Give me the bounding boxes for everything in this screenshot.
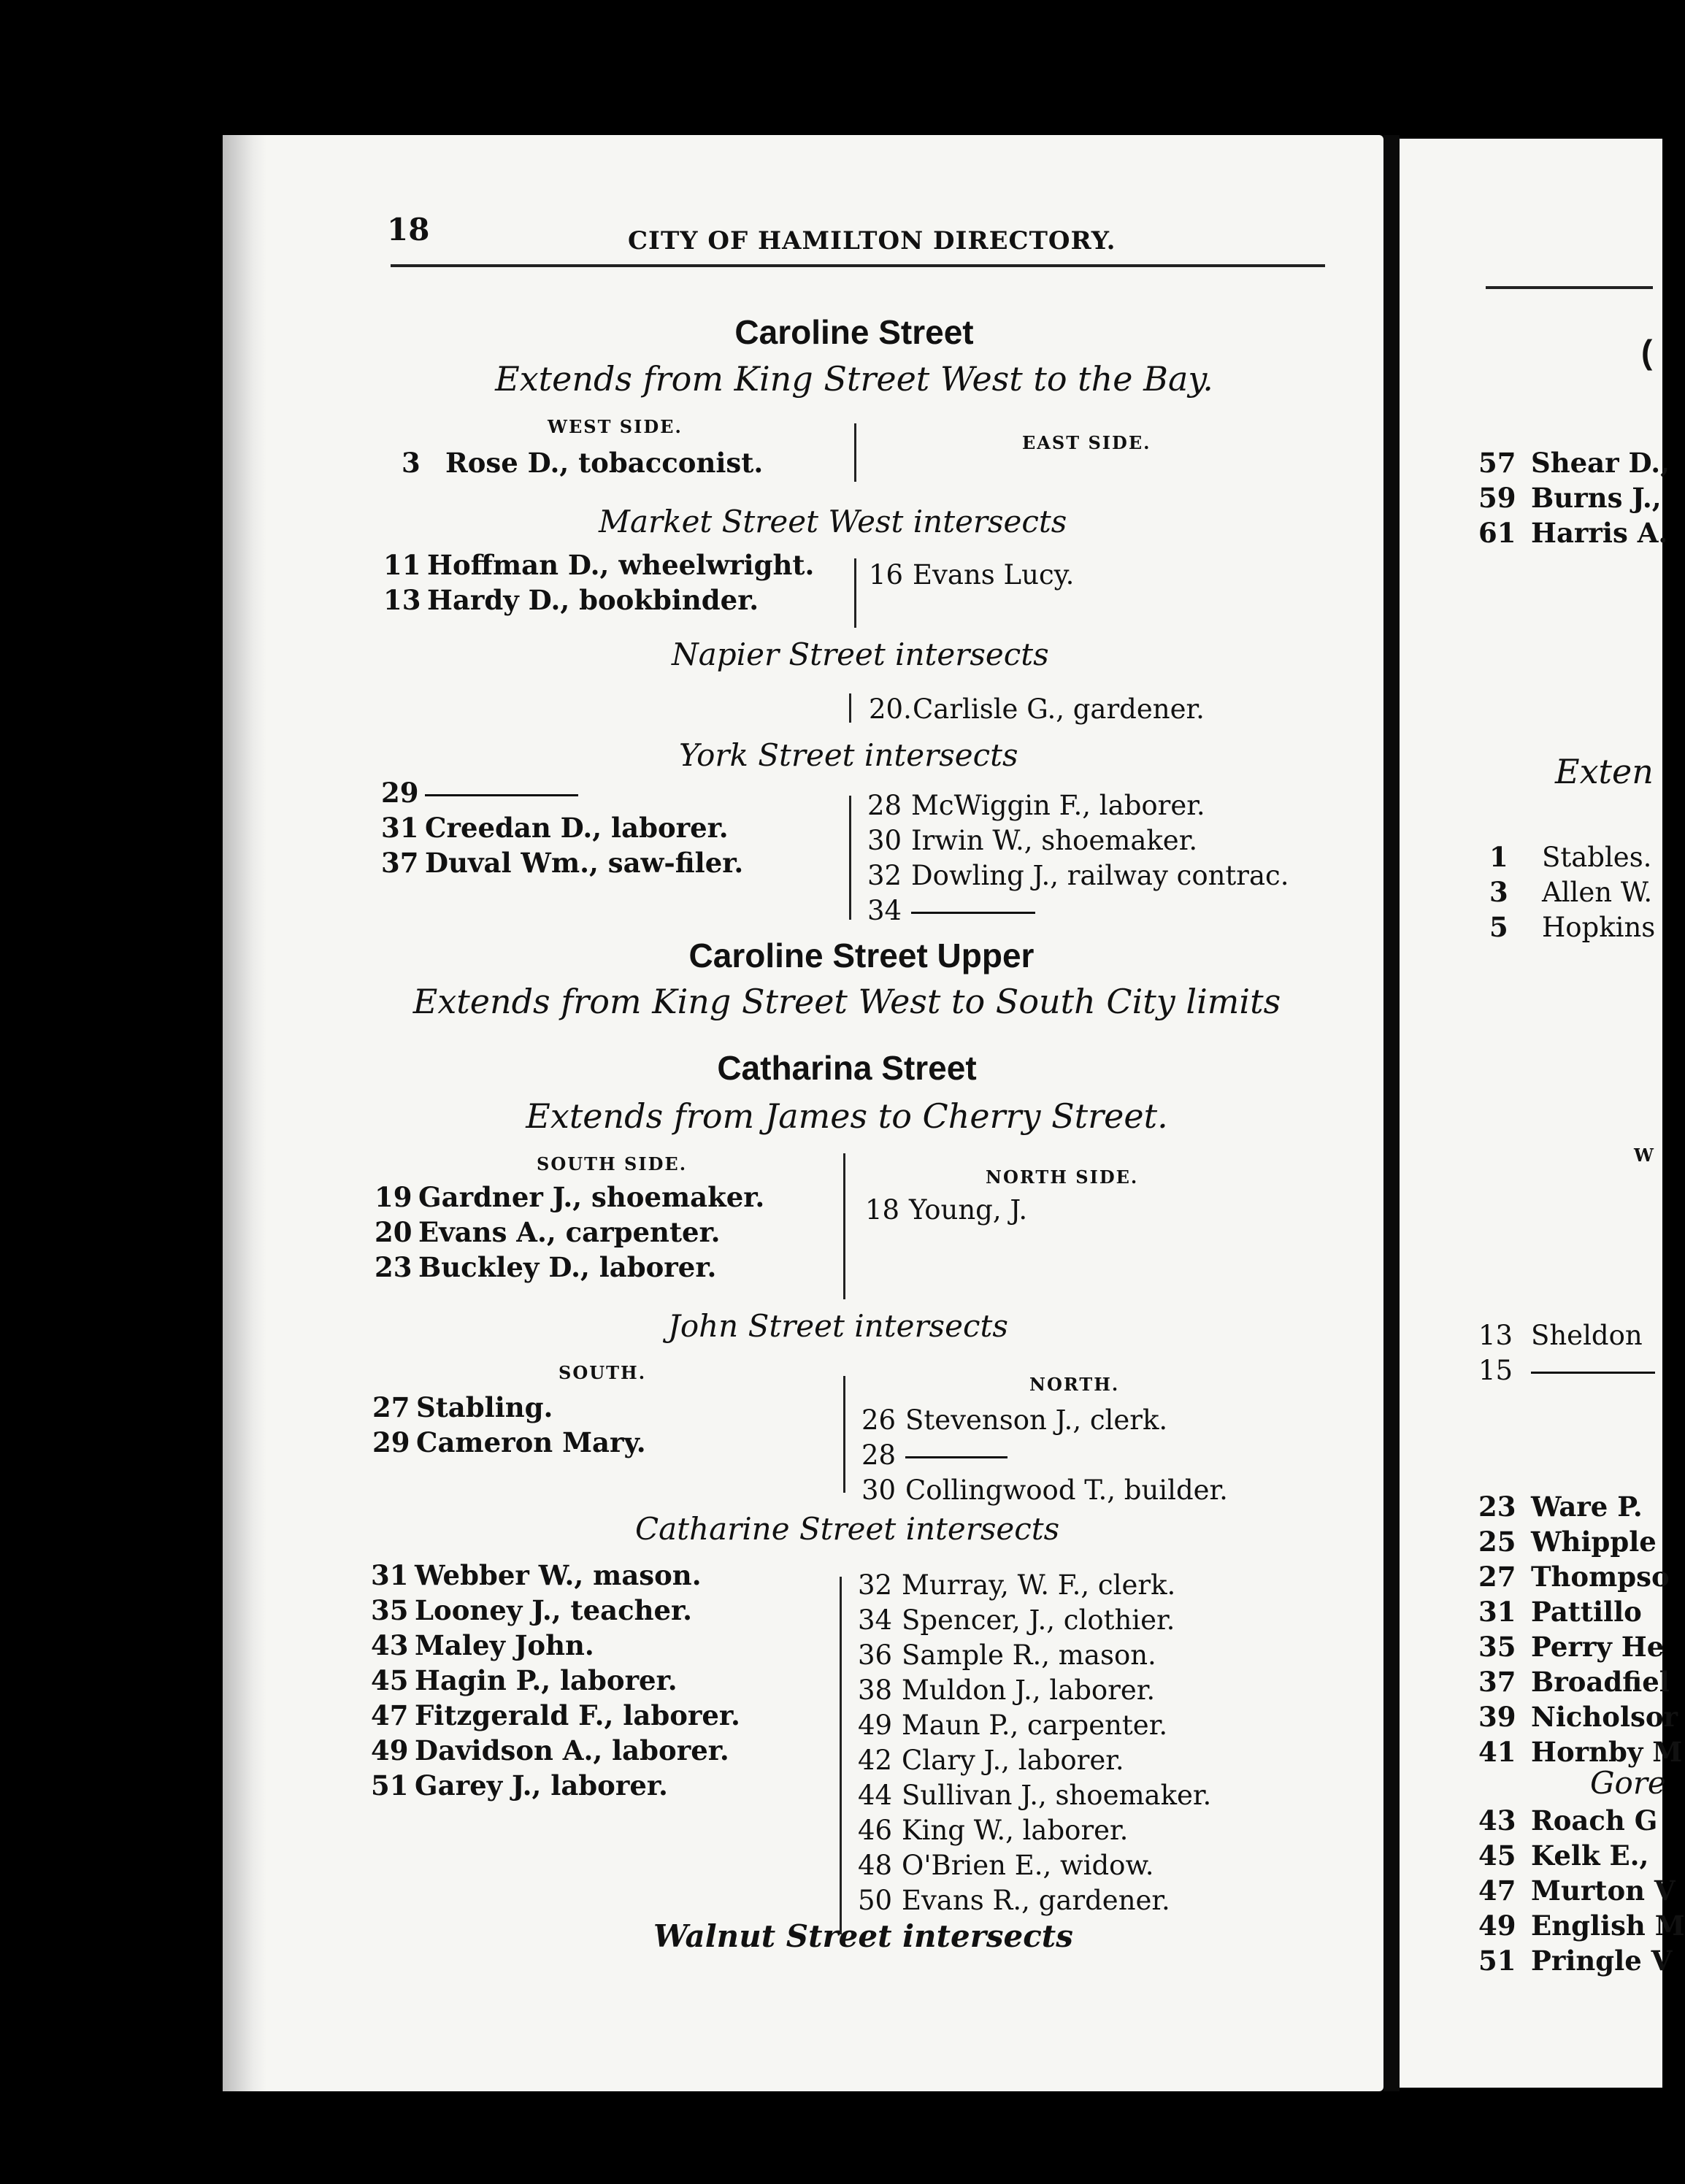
list-item: 29 Cameron Mary.: [372, 1426, 646, 1458]
column-divider: [849, 693, 851, 723]
intersects-market: Market Street West intersects: [599, 504, 1067, 539]
list-item: 34: [867, 893, 1289, 928]
list-item: 26 Stevenson J., clerk.: [861, 1404, 1168, 1436]
extends-caroline: Extends from King Street West to the Bay.: [495, 359, 1213, 399]
list-item: 23 Ware P.: [1478, 1491, 1643, 1523]
list-item: 51 Pringle V: [1478, 1945, 1673, 1977]
facing-side-heading-fragment: W: [1634, 1145, 1655, 1166]
facing-list-3: [1478, 1318, 1655, 1388]
facing-list-1: [1478, 445, 1670, 550]
list-item: 47 Fitzgerald F., laborer.: [371, 1699, 740, 1731]
list-item: 5 Hopkins: [1489, 911, 1656, 943]
intersects-walnut: Walnut Street intersects: [653, 1918, 1073, 1954]
list-item: 11 Hoffman D., wheelwright.: [383, 549, 815, 581]
street-title-catharina: Catharina Street: [717, 1049, 977, 1087]
column-divider: [843, 1153, 845, 1299]
list-item: 32 Murray, W. F., clerk.: [858, 1569, 1176, 1601]
list-item: 48 O'Brien E., widow.: [858, 1850, 1154, 1881]
list-item: 57 Shear D.,: [1478, 447, 1670, 479]
intersects-york: York Street intersects: [679, 737, 1018, 773]
list-item: 35 Perry He: [1478, 1631, 1665, 1663]
list-item: 31 Creedan D., laborer.: [381, 812, 729, 844]
list-item: 29: [381, 775, 743, 810]
street-title-caroline: Caroline Street: [734, 313, 974, 351]
list-item: 1 Stables.: [1489, 841, 1652, 873]
list-item: 36 Sample R., mason.: [858, 1639, 1156, 1671]
south-heading: SOUTH.: [559, 1362, 647, 1383]
list-item: 37 Broadfiel: [1478, 1666, 1670, 1698]
blank-line: [911, 912, 1035, 914]
list-item: 38 Muldon J., laborer.: [858, 1674, 1156, 1706]
running-title: CITY OF HAMILTON DIRECTORY.: [628, 226, 1116, 255]
list-item: 25 Whipple: [1478, 1526, 1657, 1558]
blank-line: [905, 1456, 1007, 1458]
column-divider: [854, 558, 856, 628]
book-gutter: [1383, 135, 1400, 2091]
facing-title-fragment: (: [1641, 333, 1653, 371]
west-list-2: [383, 547, 814, 618]
list-item: 30 Collingwood T., builder.: [861, 1474, 1228, 1506]
list-item: 37 Duval Wm., saw-filer.: [381, 847, 744, 879]
blank-line: [1531, 1372, 1655, 1374]
list-item: 3 Allen W.: [1489, 876, 1653, 908]
page-edge-shadow: [223, 135, 266, 2091]
intersects-catharine: Catharine Street intersects: [635, 1511, 1060, 1547]
facing-extends-fragment: Exten: [1555, 752, 1654, 791]
column-divider: [849, 796, 851, 920]
north-list-1: [865, 1193, 1027, 1228]
column-divider: [840, 1577, 842, 1934]
south-list-3: [371, 1558, 740, 1803]
intersects-napier: Napier Street intersects: [672, 637, 1049, 672]
list-item: 31 Pattillo: [1478, 1596, 1642, 1628]
list-item: 13 Hardy D., bookbinder.: [383, 584, 759, 616]
west-list-4: [381, 775, 743, 880]
east-list-2: [869, 558, 1074, 593]
facing-gore-fragment: Gore: [1590, 1765, 1666, 1801]
list-item: 51 Garey J., laborer.: [371, 1769, 668, 1802]
blank-line: [425, 794, 578, 796]
extends-caroline-upper: Extends from King Street West to South City limits: [412, 982, 1281, 1021]
column-divider: [843, 1376, 845, 1493]
list-item: 46 King W., laborer.: [858, 1815, 1129, 1846]
list-item: 45 Hagin P., laborer.: [371, 1664, 678, 1696]
list-item: 42 Clary J., laborer.: [858, 1745, 1124, 1776]
list-item: 59 Burns J.,: [1478, 482, 1662, 514]
list-item: 32 Dowling J., railway contrac.: [867, 860, 1289, 891]
list-item: 61 Harris A.: [1478, 517, 1668, 549]
page-number: 18: [387, 212, 430, 247]
list-item: 35 Looney J., teacher.: [371, 1594, 693, 1626]
list-item: 20.Carlisle G., gardener.: [869, 693, 1205, 725]
north-list-3: [858, 1568, 1211, 1918]
list-item: 47 Murton V: [1478, 1875, 1676, 1907]
list-item: 39 Nicholsor: [1478, 1701, 1678, 1733]
header-rule: [391, 264, 1325, 267]
list-item: 49 English M: [1478, 1910, 1685, 1942]
list-item: 28: [861, 1438, 1228, 1473]
intersects-john: John Street intersects: [668, 1308, 1008, 1344]
extends-catharina: Extends from James to Cherry Street.: [526, 1096, 1168, 1136]
list-item: 3 Rose D., tobacconist.: [402, 447, 764, 479]
list-item: 31 Webber W., mason.: [371, 1559, 702, 1591]
list-item: 49 Maun P., carpenter.: [858, 1710, 1168, 1741]
column-divider: [854, 423, 856, 482]
list-item: 30 Irwin W., shoemaker.: [867, 825, 1198, 856]
list-item: 50 Evans R., gardener.: [858, 1885, 1170, 1916]
west-list-1: [402, 445, 763, 480]
list-item: 23 Buckley D., laborer.: [375, 1251, 717, 1283]
list-item: 41 Hornby M: [1478, 1736, 1683, 1768]
south-side-heading: SOUTH SIDE.: [537, 1153, 688, 1174]
list-item: 43 Roach G: [1478, 1804, 1658, 1837]
facing-header-rule: [1486, 286, 1653, 289]
list-item: 28 McWiggin F., laborer.: [867, 790, 1205, 821]
list-item: 27 Stabling.: [372, 1391, 553, 1423]
list-item: 44 Sullivan J., shoemaker.: [858, 1780, 1212, 1811]
north-list-2: [861, 1403, 1228, 1508]
list-item: 19 Gardner J., shoemaker.: [375, 1181, 765, 1213]
east-list-4: [867, 788, 1289, 928]
list-item: 20 Evans A., carpenter.: [375, 1216, 721, 1248]
list-item: 45 Kelk E.,: [1478, 1839, 1649, 1872]
list-item: 27 Thompso: [1478, 1561, 1670, 1593]
list-item: 16 Evans Lucy.: [869, 559, 1075, 591]
list-item: 43 Maley John.: [371, 1629, 594, 1661]
east-side-heading: EAST SIDE.: [1022, 432, 1151, 453]
list-item: 13 Sheldon: [1478, 1320, 1643, 1351]
south-list-1: [375, 1180, 764, 1285]
list-item: 15: [1478, 1353, 1655, 1388]
list-item: 34 Spencer, J., clothier.: [858, 1604, 1175, 1636]
street-title-caroline-upper: Caroline Street Upper: [688, 937, 1035, 974]
north-side-heading: NORTH SIDE.: [986, 1166, 1139, 1188]
list-item: 49 Davidson A., laborer.: [371, 1734, 729, 1766]
west-side-heading: WEST SIDE.: [548, 416, 683, 437]
east-list-3: [869, 692, 1205, 727]
south-list-2: [372, 1390, 646, 1460]
facing-list-4: [1478, 1489, 1682, 1769]
facing-list-2: [1489, 839, 1655, 945]
facing-list-5: [1478, 1803, 1685, 1978]
list-item: 18 Young, J.: [865, 1194, 1028, 1226]
north-heading: NORTH.: [1029, 1374, 1120, 1395]
